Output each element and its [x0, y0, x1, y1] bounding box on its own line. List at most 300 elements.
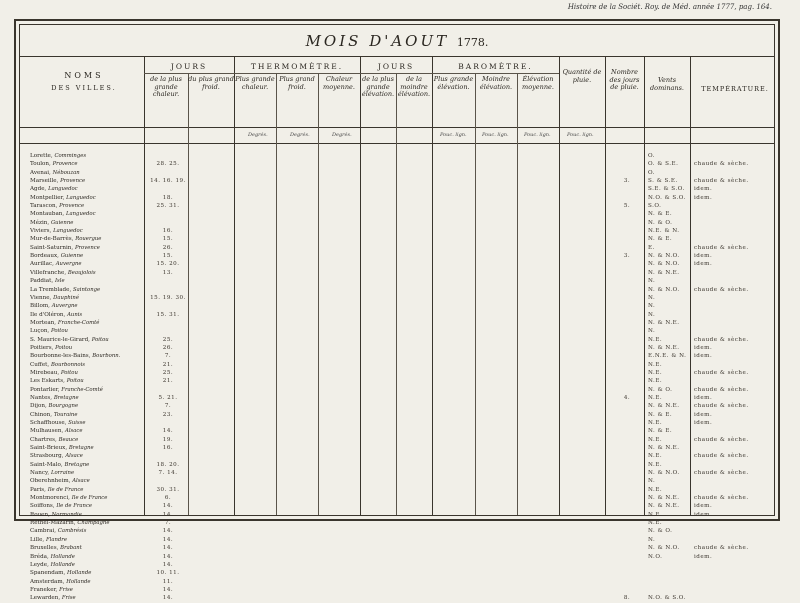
cell-w: N.E. [648, 336, 663, 343]
city-name [30, 461, 142, 469]
title-year: 1778. [456, 36, 489, 49]
city-name [30, 469, 142, 477]
cell-t: 14. [162, 595, 174, 602]
city-name [30, 235, 142, 243]
table-row [22, 244, 782, 252]
cell-w: N.E. [648, 461, 663, 468]
cell-t: 7. [164, 403, 172, 410]
cell-tp: chaude & sèche. [694, 470, 749, 477]
cell-t: 15. 31. [156, 311, 180, 318]
province-label: Bretagne [53, 394, 79, 401]
province-label: Frise [59, 586, 73, 593]
table-row [22, 352, 782, 360]
unit-pouces: Pouc. lign. [440, 132, 467, 138]
cell-t: 25. [162, 336, 174, 343]
title-month: MOIS D'AOUT [305, 32, 450, 50]
cell-tp: idem. [694, 344, 713, 351]
cell-tp: idem. [694, 253, 713, 260]
city-label: Les Eskarts, [30, 378, 67, 385]
cell-tp: chaude & sèche. [694, 286, 749, 293]
header-baro-moyenne: Élévation moyenne. [522, 75, 554, 91]
cell-t: 15. [162, 236, 174, 243]
province-label: Touraine [53, 411, 78, 418]
cell-t: 21. [162, 361, 174, 368]
province-label: Poitou [50, 328, 68, 335]
cell-w: N.E. [648, 369, 663, 376]
city-label: Cuffet, [30, 361, 51, 368]
city-label: Strasbourg, [30, 453, 66, 460]
cell-t: 14. 16. 19. [150, 178, 186, 185]
cell-t: 14. [162, 511, 174, 518]
units-rule [20, 143, 774, 144]
province-label: Provence [74, 244, 100, 251]
city-name [30, 436, 142, 444]
city-label: Nantes, [30, 394, 54, 401]
table-row [22, 194, 782, 202]
province-label: Bourbonn. [92, 353, 121, 360]
cell-tp: idem. [694, 394, 713, 401]
cell-w: N.E. [648, 378, 663, 385]
table-row [22, 578, 782, 586]
table-row [22, 202, 782, 210]
city-name [30, 586, 142, 594]
province-label: Poitou [60, 369, 78, 376]
table-row [22, 502, 782, 510]
city-name [30, 169, 142, 177]
province-label: Hollande [50, 561, 75, 568]
city-label: Rethel-Mazarin, [30, 520, 78, 527]
province-label: Languedoc [65, 211, 96, 218]
city-name [30, 219, 142, 227]
cell-tp: idem. [694, 411, 713, 418]
province-label: Auvergne [55, 261, 82, 268]
cell-tp: idem. [694, 261, 713, 268]
province-label: Ile de France [47, 486, 84, 493]
header-temperature: TEMPÉRATURE. [701, 85, 769, 93]
cell-n: 4. [623, 394, 631, 401]
unit-pluie: Pouc. lign. [567, 132, 594, 138]
table-row [22, 452, 782, 460]
cell-w: N. & E. [648, 428, 673, 435]
table-row [22, 394, 782, 402]
city-label: Dijon, [30, 403, 49, 410]
header-thermo-chaleur: Plus grande chaleur. [235, 75, 275, 91]
header-bottom-rule [20, 127, 774, 128]
province-label: Poitou [91, 336, 109, 343]
cell-tp: chaude & sèche. [694, 495, 749, 502]
city-label: Leyde, [30, 561, 51, 568]
cell-tp: chaude & sèche. [694, 369, 749, 376]
table-row [22, 235, 782, 243]
cell-t: 15. [162, 253, 174, 260]
cell-w: N. [648, 294, 656, 301]
table-row [22, 553, 782, 561]
cell-t: 30. 31. [156, 486, 180, 493]
table-row [22, 227, 782, 235]
table-row [22, 160, 782, 168]
cell-w: N. & N.E. [648, 344, 680, 351]
cell-w: N. & E. [648, 236, 673, 243]
city-label: Saint-Brieux, [30, 445, 69, 452]
cell-t: 14. [162, 536, 174, 543]
province-label: Suisse [68, 420, 86, 426]
province-label: Hollande [50, 553, 75, 560]
city-label: Amsterdam, [30, 578, 67, 585]
cell-tp: chaude & sèche. [694, 336, 749, 343]
city-label: Pontarlier, [30, 386, 62, 393]
table-row [22, 569, 782, 577]
city-label: Franeker, [30, 586, 60, 593]
table-row [22, 286, 782, 294]
province-label: Champagne [77, 520, 110, 527]
province-label: Bretagne [64, 461, 90, 468]
province-label: Flandre [45, 536, 67, 543]
table-row [22, 302, 782, 310]
header-jours-pluie: Nombre des jours de pluie. [609, 68, 640, 91]
header-vents: Vents dominans. [650, 76, 684, 92]
cell-w: N. [648, 303, 656, 310]
table-row [22, 327, 782, 335]
city-label: Mortean, [30, 319, 58, 326]
cell-t: 11. [162, 578, 174, 585]
city-name [30, 319, 142, 327]
city-name [30, 569, 142, 577]
unit-degres: Degrés. [248, 132, 268, 138]
city-name [30, 294, 142, 302]
province-label: Beaujolois [67, 269, 96, 276]
table-row [22, 544, 782, 552]
cell-w: O. [648, 153, 656, 159]
cell-t: 15. 20. [156, 261, 180, 268]
table-row [22, 386, 782, 394]
table-row [22, 477, 782, 485]
city-label: Schaffhouse, [30, 420, 69, 426]
city-label: Vienne, [30, 294, 54, 301]
city-label: Mézin, [30, 219, 51, 226]
city-name [30, 302, 142, 310]
table-row [22, 461, 782, 469]
cell-t: 14. [162, 586, 174, 593]
table-row [22, 469, 782, 477]
city-name [30, 177, 142, 185]
cell-t: 19. [162, 436, 174, 443]
city-name [30, 185, 142, 193]
cell-n: 3. [623, 253, 631, 260]
city-label: Villefranche, [30, 269, 68, 276]
city-name [30, 210, 142, 218]
city-label: Spanendam, [30, 570, 68, 577]
table-row [22, 419, 782, 427]
header-thermo-froid: Plus grand froid. [279, 75, 315, 91]
city-name [30, 344, 142, 352]
cell-tp: chaude & sèche. [694, 178, 749, 185]
cell-tp: chaude & sèche. [694, 436, 749, 443]
city-label: Tarascon, [30, 203, 60, 210]
table-row [22, 169, 782, 177]
table-row [22, 586, 782, 594]
city-name [30, 327, 142, 335]
cell-n: 8. [623, 595, 631, 602]
city-name [30, 536, 142, 544]
cell-w: N.O. [648, 553, 663, 560]
city-name [30, 486, 142, 494]
province-label: Lorraine [50, 470, 75, 477]
header-baro-moindre: Moindre élévation. [479, 75, 513, 91]
province-label: Alsace [65, 453, 83, 460]
table-row [22, 219, 782, 227]
cell-w: N. & O. [648, 528, 673, 535]
cell-t: 5. 21. [158, 394, 178, 401]
cell-w: N. & N.O. [648, 545, 680, 552]
cell-w: S.E. & S.O. [648, 186, 685, 193]
city-name [30, 527, 142, 535]
table-row [22, 277, 782, 285]
city-label: Mur-de-Barrès, [30, 236, 76, 243]
page-caption: Histoire de la Sociét. Roy. de Méd. année 1777, pag. 164. [567, 3, 772, 11]
city-name [30, 202, 142, 210]
table-frame [14, 19, 780, 602]
cell-t: 10. 11. [156, 570, 180, 577]
cell-w: N.E. [648, 394, 663, 401]
header-barometre: BAROMÈTRE. [458, 62, 533, 71]
city-label: Montpellier, [30, 194, 67, 201]
header-thermo-moyenne: Chaleur moyenne. [323, 75, 355, 91]
city-name [30, 477, 142, 485]
cell-w: N.E. [648, 436, 663, 443]
unit-degres: Degrés. [290, 132, 310, 138]
cell-w: N. [648, 328, 656, 335]
cell-t: 21. [162, 378, 174, 385]
cell-w: N. & N.E. [648, 319, 680, 326]
unit-degres: Degrés. [332, 132, 352, 138]
city-name [30, 553, 142, 561]
city-name [30, 252, 142, 260]
cell-w: N. & E. [648, 211, 673, 218]
cell-w: N. & N.E. [648, 495, 680, 502]
city-name [30, 427, 142, 435]
province-label: Bretagne [68, 445, 94, 452]
cell-w: N. & N.O. [648, 261, 680, 268]
city-name [30, 311, 142, 319]
cell-tp: chaude & sèche. [694, 403, 749, 410]
city-label: Saint-Malo, [30, 461, 65, 468]
city-label: Saint-Saturnin, [30, 244, 75, 251]
cell-n: 3. [623, 178, 631, 185]
province-label: Alsace [72, 478, 90, 485]
province-label: Bourgogne [48, 403, 79, 410]
city-name [30, 361, 142, 369]
cell-t: 7. [164, 353, 172, 360]
city-name [30, 260, 142, 268]
table-body [22, 152, 782, 603]
city-name [30, 411, 142, 419]
cell-w: N. [648, 536, 656, 543]
cell-w: N.E. [648, 520, 663, 527]
table-row [22, 319, 782, 327]
table-row [22, 444, 782, 452]
province-label: Languedoc [53, 228, 83, 235]
table-row [22, 402, 782, 410]
city-label: Marseille, [30, 178, 61, 185]
city-label: Chartres, [30, 436, 59, 443]
city-name [30, 369, 142, 377]
cell-w: S.O. [648, 203, 662, 210]
city-name [30, 377, 142, 385]
cell-w: N.E. [648, 453, 663, 460]
cell-w: O. [648, 169, 656, 176]
city-label: Bordeaux, [30, 253, 61, 260]
city-name [30, 594, 142, 602]
cell-tp: chaude & sèche. [694, 161, 749, 168]
cell-t: 6. [164, 495, 172, 502]
city-label: Rouen, [30, 511, 52, 518]
cell-t: 14. [162, 553, 174, 560]
table-row [22, 210, 782, 218]
header-jours-elevation: de la plus grande élévation. [361, 75, 395, 98]
cell-t: 26. [162, 244, 174, 251]
city-label: La Tremblade, [30, 286, 73, 293]
cell-tp: chaude & sèche. [694, 453, 749, 460]
province-label: Ile de France [71, 495, 108, 502]
province-label: Comminges [54, 153, 87, 159]
table-row [22, 336, 782, 344]
city-name [30, 578, 142, 586]
city-label: Paddiat, [30, 278, 55, 285]
province-label: Poitou [55, 344, 73, 351]
cell-tp: chaude & sèche. [694, 244, 749, 251]
table-row [22, 561, 782, 569]
province-label: Hollande [66, 578, 91, 585]
city-name [30, 511, 142, 519]
province-label: Guienne [50, 219, 74, 226]
province-label: Brabant [60, 545, 82, 552]
province-label: Provence [59, 203, 85, 210]
province-label: Franche-Comté [57, 319, 100, 326]
table-row [22, 377, 782, 385]
table-row [22, 527, 782, 535]
cell-w: N. & E. [648, 411, 673, 418]
table-row [22, 536, 782, 544]
province-label: Alsace [65, 428, 83, 435]
cell-w: N. & N.E. [648, 503, 680, 510]
province-label: Normandie [51, 511, 82, 518]
cell-t: 13. [162, 269, 174, 276]
city-label: Luçon, [30, 328, 51, 335]
city-label: Ile d'Oléron, [30, 311, 68, 318]
cell-t: 25. 31. [156, 203, 180, 210]
city-name [30, 394, 142, 402]
cell-w: N. & N.E. [648, 269, 680, 276]
cell-t: 7. [164, 520, 172, 527]
cell-t: 26. [162, 344, 174, 351]
province-label: Ile de France [56, 503, 93, 510]
cell-tp: idem. [694, 503, 713, 510]
header-baro-grande: Plus grande élévation. [433, 75, 474, 91]
province-label: Isle [54, 278, 65, 285]
group-rule [144, 73, 559, 74]
cell-t: 16. [162, 445, 174, 452]
city-label: Oberehnheim, [30, 478, 73, 485]
cell-tp: idem. [694, 553, 713, 560]
city-label: S. Maurice-le-Girard, [30, 336, 92, 343]
province-label: Poitou [66, 378, 84, 385]
city-label: Aurillac, [30, 261, 56, 268]
city-label: Mirebeau, [30, 369, 61, 376]
table-row [22, 252, 782, 260]
city-name [30, 269, 142, 277]
province-label: Nébouzan [52, 169, 80, 176]
table-row [22, 177, 782, 185]
header-jours-chaleur: de la plus grande chaleur. [150, 75, 182, 98]
city-label: Montmorenci, [30, 495, 72, 502]
province-label: Rouergue [75, 236, 102, 243]
city-name [30, 452, 142, 460]
table-row [22, 594, 782, 602]
city-name [30, 152, 142, 160]
city-label: Soiffons, [30, 503, 57, 510]
province-label: Provence [60, 178, 86, 185]
province-label: Beauce [58, 436, 79, 443]
city-label: Lewarden, [30, 595, 62, 602]
city-name [30, 519, 142, 527]
header-des-villes: DES VILLES. [51, 84, 117, 92]
cell-t: 7. 14. [158, 470, 178, 477]
city-label: Lille, [30, 536, 46, 543]
province-label: Languedoc [48, 186, 78, 193]
cell-w: N. & N.O. [648, 286, 680, 293]
cell-t: 14. [162, 428, 174, 435]
city-name [30, 502, 142, 510]
table-row [22, 369, 782, 377]
province-label: Languedoc [66, 194, 96, 201]
cell-w: E.N.E. & N. [648, 353, 687, 360]
cell-t: 18. 20. [156, 461, 180, 468]
province-label: Auvergne [51, 303, 78, 310]
cell-t: 16. [162, 228, 174, 235]
city-name [30, 244, 142, 252]
province-label: Saintonge [73, 286, 101, 293]
cell-t: 28. 25. [156, 161, 180, 168]
province-label: Provence [52, 161, 78, 168]
province-label: Cambrésis [57, 528, 87, 535]
province-label: Aunis [67, 311, 83, 318]
city-name [30, 336, 142, 344]
table-row [22, 260, 782, 268]
province-label: Franche-Comté [61, 386, 103, 393]
cell-tp: chaude & sèche. [694, 386, 749, 393]
cell-w: N. [648, 311, 656, 318]
cell-tp: chaude & sèche. [694, 545, 749, 552]
city-label: Paris, [30, 486, 48, 493]
city-label: Viviers, [30, 228, 54, 235]
city-name [30, 494, 142, 502]
city-label: Mulhausen, [30, 428, 65, 435]
cell-w: N. & O. [648, 386, 673, 393]
city-name [30, 444, 142, 452]
table-row [22, 269, 782, 277]
cell-w: N.E. [648, 420, 663, 426]
header-thermometre: THERMOMÈTRE. [250, 62, 344, 71]
cell-t: 25. [162, 369, 174, 376]
table-row [22, 486, 782, 494]
cell-w: N. [648, 478, 656, 485]
city-name [30, 561, 142, 569]
city-name [30, 419, 142, 427]
header-pluie: Quantité de pluie. [562, 68, 602, 84]
table-row [22, 185, 782, 193]
cell-t: 23. [162, 411, 174, 418]
table-row [22, 411, 782, 419]
